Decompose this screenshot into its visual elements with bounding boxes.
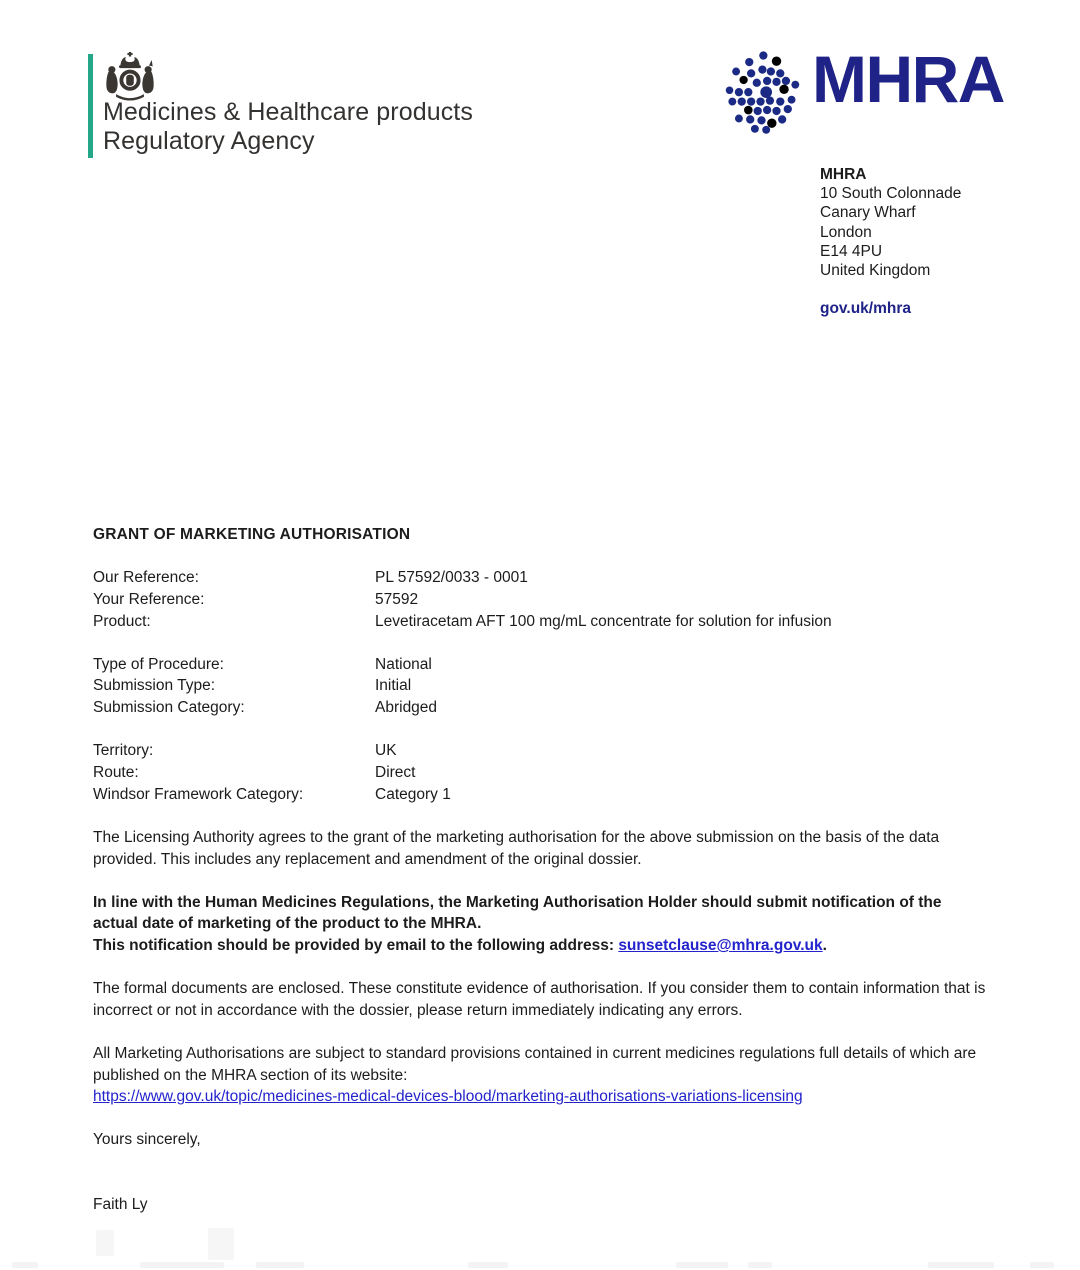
dot-red — [767, 119, 776, 128]
reference-row — [93, 697, 986, 719]
address-line: 10 South Colonnade — [820, 185, 962, 203]
scan-artifact — [140, 1262, 224, 1268]
paragraph-formal-documents: The formal documents are enclosed. These constitute evidence of authorisation. If you consider them to contain information that is incorrect or not in accordance with the dossier, please return immediately indicating any errors. — [93, 980, 986, 1019]
scan-artifact — [256, 1262, 304, 1268]
address-line: London — [820, 223, 872, 241]
paragraph-standard-provisions — [93, 1043, 986, 1108]
reference-row — [93, 784, 986, 806]
reference-group — [93, 654, 986, 719]
gov-uk-topic-link[interactable]: https://www.gov.uk/topic/medicines-medical-devices-blood/marketing-authorisations-variations-licensing — [93, 1088, 803, 1106]
reference-row — [93, 762, 986, 784]
notification-email-prefix: This notification should be provided by email to the following address: — [93, 937, 619, 955]
ref-value: 57592 — [375, 590, 419, 608]
ref-label: Territory: — [93, 742, 154, 760]
paragraph-licensing-authority: The Licensing Authority agrees to the grant of the marketing authorisation for the above submission on the basis of the data provided. This includes any replacement and amendment of the original dossier. — [93, 828, 940, 868]
gov-uk-mhra-text: gov.uk/mhra — [820, 300, 912, 318]
ref-value: PL 57592/0033 - 0001 — [375, 568, 528, 586]
ref-value: Category 1 — [375, 785, 451, 803]
closing-text: Yours sincerely, — [93, 1131, 201, 1149]
scan-artifact — [208, 1228, 234, 1260]
address-line: United Kingdom — [820, 262, 931, 280]
dot-purple — [739, 76, 747, 84]
ref-label: Our Reference: — [93, 568, 199, 586]
mhra-logo — [720, 42, 1020, 146]
ref-label: Submission Type: — [93, 677, 216, 695]
dot-green — [779, 85, 788, 94]
sunsetclause-email-link[interactable]: sunsetclause@mhra.gov.uk — [618, 937, 823, 955]
scan-artifact-strip — [0, 1228, 1080, 1270]
letter-title: GRANT OF MARKETING AUTHORISATION — [93, 526, 411, 543]
logo-teal-bar — [88, 54, 93, 158]
ref-label: Route: — [93, 763, 139, 781]
reference-row — [93, 675, 986, 697]
mhra-wordmark: MHRA — [812, 42, 1004, 116]
reference-row — [93, 611, 986, 633]
dot-yellow — [744, 106, 753, 115]
notification-email-period: . — [822, 937, 827, 955]
royal-coat-of-arms-icon — [103, 50, 157, 102]
scan-artifact — [928, 1262, 994, 1268]
ref-label: Product: — [93, 612, 151, 630]
ref-label: Submission Category: — [93, 699, 245, 717]
paragraph-notification — [93, 892, 986, 957]
ref-value: National — [375, 655, 432, 673]
address-line: E14 4PU — [820, 242, 883, 260]
notification-bold-text: In line with the Human Medicines Regulations, the Marketing Authorisation Holder should submit notification of the actual date of marketing of the product to the MHRA. — [93, 893, 942, 933]
address-line: Canary Wharf — [820, 204, 916, 222]
signature-name: Faith Ly — [93, 1196, 148, 1214]
reference-row — [93, 567, 986, 589]
sender-address — [820, 165, 961, 318]
letter-body — [93, 524, 986, 1216]
scan-artifact — [676, 1262, 728, 1268]
ref-label: Windsor Framework Category: — [93, 785, 304, 803]
scan-artifact — [748, 1262, 772, 1268]
ref-value: Levetiracetam AFT 100 mg/mL concentrate for solution for infusion — [375, 612, 832, 630]
mhra-dot-cluster-icon — [722, 48, 816, 142]
reference-row — [93, 654, 986, 676]
ref-value: Direct — [375, 763, 416, 781]
standard-provisions-text: All Marketing Authorisations are subject to standard provisions contained in current medicines regulations full details of which are published on the MHRA section of its website: — [93, 1044, 977, 1084]
scan-artifact — [96, 1230, 114, 1256]
notification-email-line — [93, 935, 986, 957]
ref-label: Your Reference: — [93, 590, 205, 608]
scan-artifact — [1030, 1262, 1054, 1268]
agency-name-line1: Medicines & Healthcare products — [103, 98, 473, 126]
scan-artifact — [468, 1262, 508, 1268]
reference-row — [93, 740, 986, 762]
reference-row — [93, 589, 986, 611]
reference-section — [93, 567, 986, 806]
agency-logo — [88, 50, 608, 162]
reference-group — [93, 567, 986, 632]
ref-value: Initial — [375, 677, 412, 695]
address-name: MHRA — [820, 166, 867, 183]
scan-artifact — [12, 1262, 38, 1268]
agency-name-line2: Regulatory Agency — [103, 127, 315, 155]
reference-group — [93, 740, 986, 805]
dot-orange — [772, 56, 781, 65]
ref-label: Type of Procedure: — [93, 655, 224, 673]
ref-value: Abridged — [375, 699, 438, 717]
ref-value: UK — [375, 742, 397, 760]
